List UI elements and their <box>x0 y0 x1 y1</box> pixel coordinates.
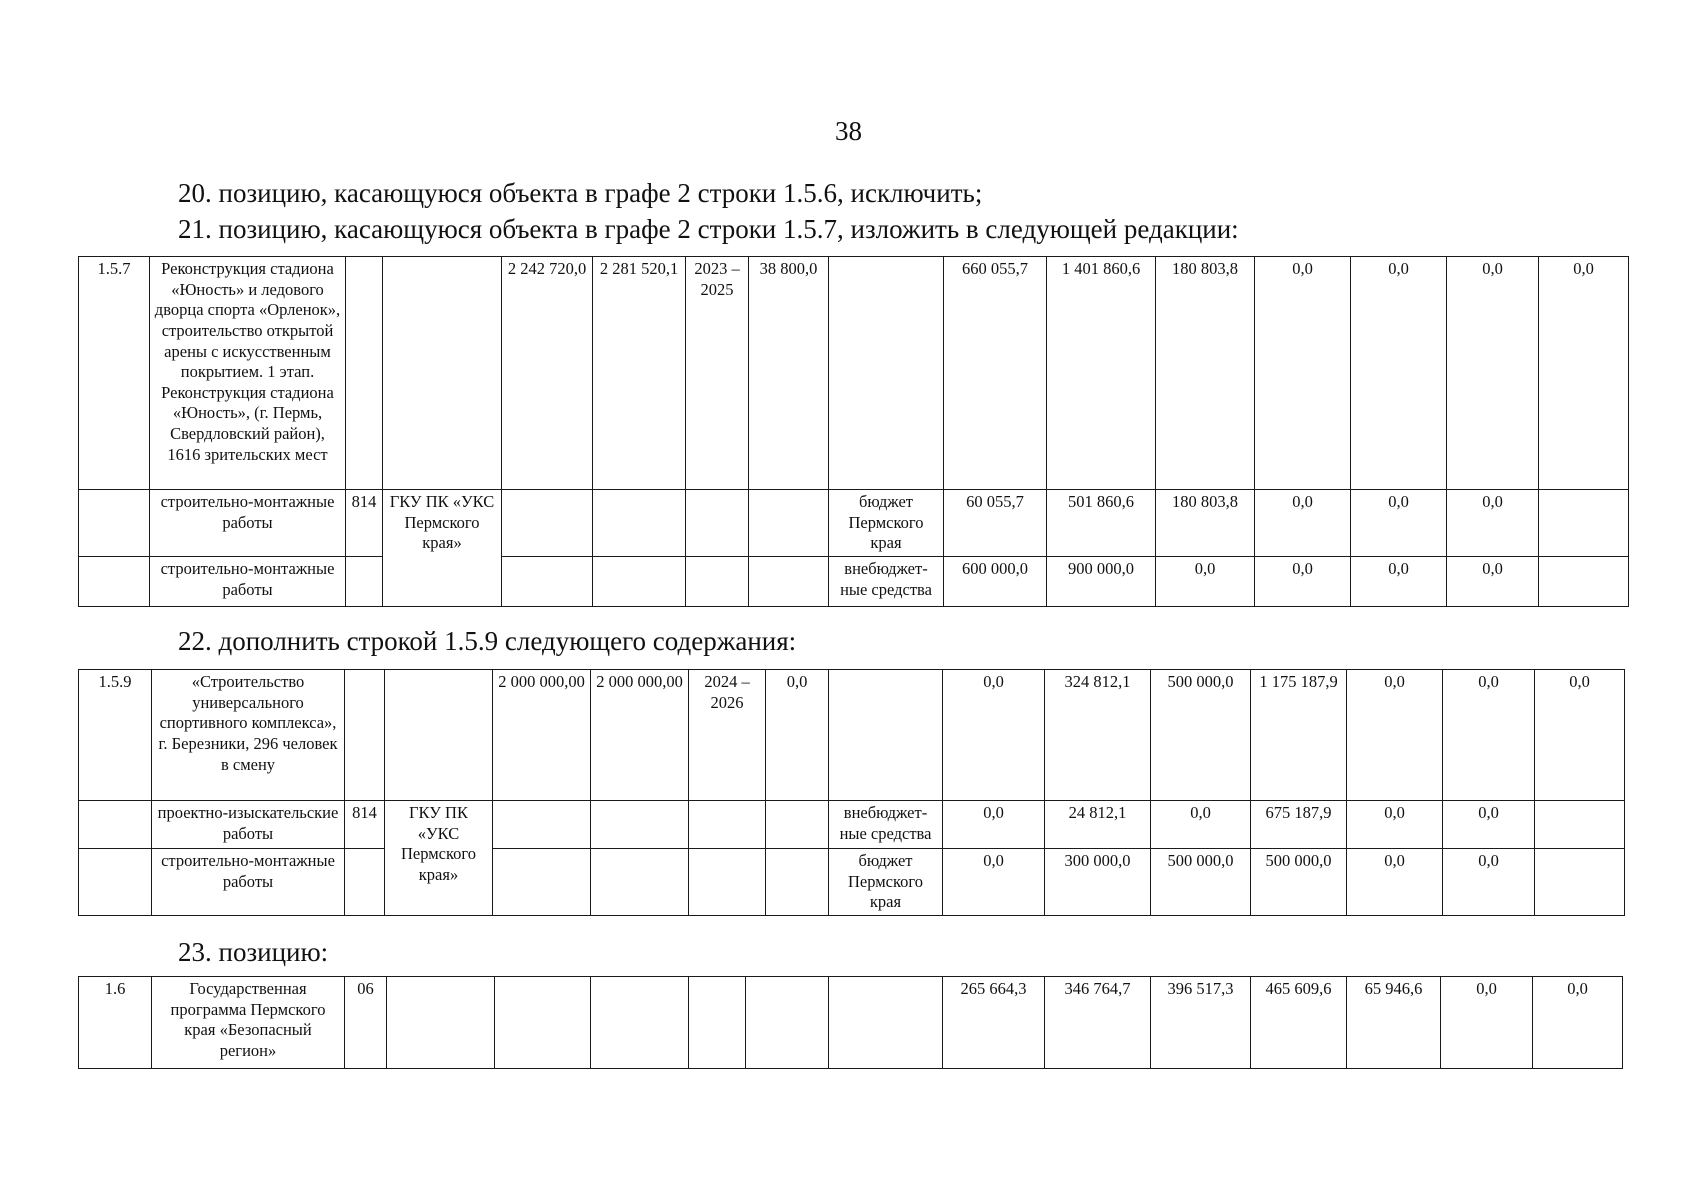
value-3: 180 803,8 <box>1156 257 1255 490</box>
paragraph-21: 21. позицию, касающуюся объекта в графе 2 строки 1.5.7, изложить в следующей редакции: <box>178 214 1239 244</box>
value-7: 0,0 <box>1535 670 1625 801</box>
executor: ГКУ ПК «УКС Пермского края» <box>383 490 502 607</box>
table-row <box>79 490 1629 557</box>
value-7: 0,0 <box>1533 977 1623 1069</box>
value-4: 465 609,6 <box>1251 977 1347 1069</box>
funding-source: бюджет Пермского края <box>829 490 944 557</box>
value-4: 500 000,0 <box>1251 849 1347 916</box>
table-1-6 <box>78 976 1623 1069</box>
value-6: 0,0 <box>1447 257 1539 490</box>
value-2: 346 764,7 <box>1045 977 1151 1069</box>
value-4: 0,0 <box>1255 490 1351 557</box>
row-code: 1.5.9 <box>79 670 152 801</box>
gp-code: 06 <box>345 977 387 1069</box>
value-5: 65 946,6 <box>1347 977 1441 1069</box>
object-name: «Строительство универсального спортивного комплекса», г. Березники, 296 человек в смену <box>152 670 345 801</box>
value-6: 0,0 <box>1447 556 1539 606</box>
period: 2023 – 2025 <box>686 257 749 490</box>
gp-code-cell <box>346 257 383 490</box>
value-3: 0,0 <box>1156 556 1255 606</box>
work-type: строительно-монтажные работы <box>150 490 346 557</box>
value-6: 0,0 <box>1443 849 1535 916</box>
table-row <box>79 849 1625 916</box>
work-type: строительно-монтажные работы <box>150 556 346 606</box>
value-4: 0,0 <box>1255 556 1351 606</box>
gp-code: 814 <box>345 801 385 849</box>
value-2: 900 000,0 <box>1047 556 1156 606</box>
funding-source: внебюджет-ные средства <box>829 801 943 849</box>
program-name: Государственная программа Пермского края «Безопасный регион» <box>152 977 345 1069</box>
value-6: 0,0 <box>1443 670 1535 801</box>
prev-amount: 38 800,0 <box>749 257 829 490</box>
value-1: 0,0 <box>943 670 1045 801</box>
table-row <box>79 556 1629 606</box>
value-3: 0,0 <box>1151 801 1251 849</box>
value-1: 0,0 <box>943 801 1045 849</box>
executor: ГКУ ПК «УКС Пермского края» <box>385 801 493 916</box>
value-6: 0,0 <box>1447 490 1539 557</box>
paragraph-22: 22. дополнить строкой 1.5.9 следующего содержания: <box>178 626 797 656</box>
cost-2: 2 000 000,00 <box>591 670 689 801</box>
value-5: 0,0 <box>1351 490 1447 557</box>
table-row <box>79 257 1629 490</box>
prev-amount: 0,0 <box>766 670 829 801</box>
value-5: 0,0 <box>1351 257 1447 490</box>
table-1-5-9 <box>78 669 1625 916</box>
cost-1: 2 242 720,0 <box>502 257 593 490</box>
row-code: 1.5.7 <box>79 257 150 490</box>
value-4: 675 187,9 <box>1251 801 1347 849</box>
executor-cell <box>383 257 502 490</box>
object-name: Реконструкция стадиона «Юность» и ледового дворца спорта «Орленок», строительство открытой арены с искусственным покрытием. 1 этап. Реконструкция стадиона «Юность», (г. Пермь, Свердловский район), 1616 зрительских мест <box>150 257 346 490</box>
value-4: 1 175 187,9 <box>1251 670 1347 801</box>
table-row <box>79 801 1625 849</box>
value-5: 0,0 <box>1351 556 1447 606</box>
table-row <box>79 977 1623 1069</box>
value-1: 60 055,7 <box>944 490 1047 557</box>
row-code: 1.6 <box>79 977 152 1069</box>
value-5: 0,0 <box>1347 670 1443 801</box>
value-1: 265 664,3 <box>943 977 1045 1069</box>
value-1: 600 000,0 <box>944 556 1047 606</box>
work-type: строительно-монтажные работы <box>152 849 345 916</box>
cost-2: 2 281 520,1 <box>593 257 686 490</box>
value-3: 180 803,8 <box>1156 490 1255 557</box>
value-3: 500 000,0 <box>1151 849 1251 916</box>
value-5: 0,0 <box>1347 849 1443 916</box>
value-2: 300 000,0 <box>1045 849 1151 916</box>
value-6: 0,0 <box>1443 801 1535 849</box>
value-2: 324 812,1 <box>1045 670 1151 801</box>
value-2: 501 860,6 <box>1047 490 1156 557</box>
gp-code: 814 <box>346 490 383 557</box>
funding-source: внебюджет-ные средства <box>829 556 944 606</box>
value-3: 500 000,0 <box>1151 670 1251 801</box>
table-row <box>79 670 1625 801</box>
table-1-5-7 <box>78 256 1629 607</box>
source-cell <box>829 257 944 490</box>
value-2: 1 401 860,6 <box>1047 257 1156 490</box>
value-2: 24 812,1 <box>1045 801 1151 849</box>
cost-1: 2 000 000,00 <box>493 670 591 801</box>
paragraph-23: 23. позицию: <box>178 937 329 967</box>
value-4: 0,0 <box>1255 257 1351 490</box>
value-7: 0,0 <box>1539 257 1629 490</box>
funding-source: бюджет Пермского края <box>829 849 943 916</box>
value-3: 396 517,3 <box>1151 977 1251 1069</box>
value-5: 0,0 <box>1347 801 1443 849</box>
value-1: 660 055,7 <box>944 257 1047 490</box>
page-number: 38 <box>835 116 862 146</box>
paragraph-20: 20. позицию, касающуюся объекта в графе 2 строки 1.5.6, исключить; <box>178 178 983 208</box>
value-1: 0,0 <box>943 849 1045 916</box>
value-6: 0,0 <box>1441 977 1533 1069</box>
period: 2024 – 2026 <box>689 670 766 801</box>
work-type: проектно-изыскательские работы <box>152 801 345 849</box>
